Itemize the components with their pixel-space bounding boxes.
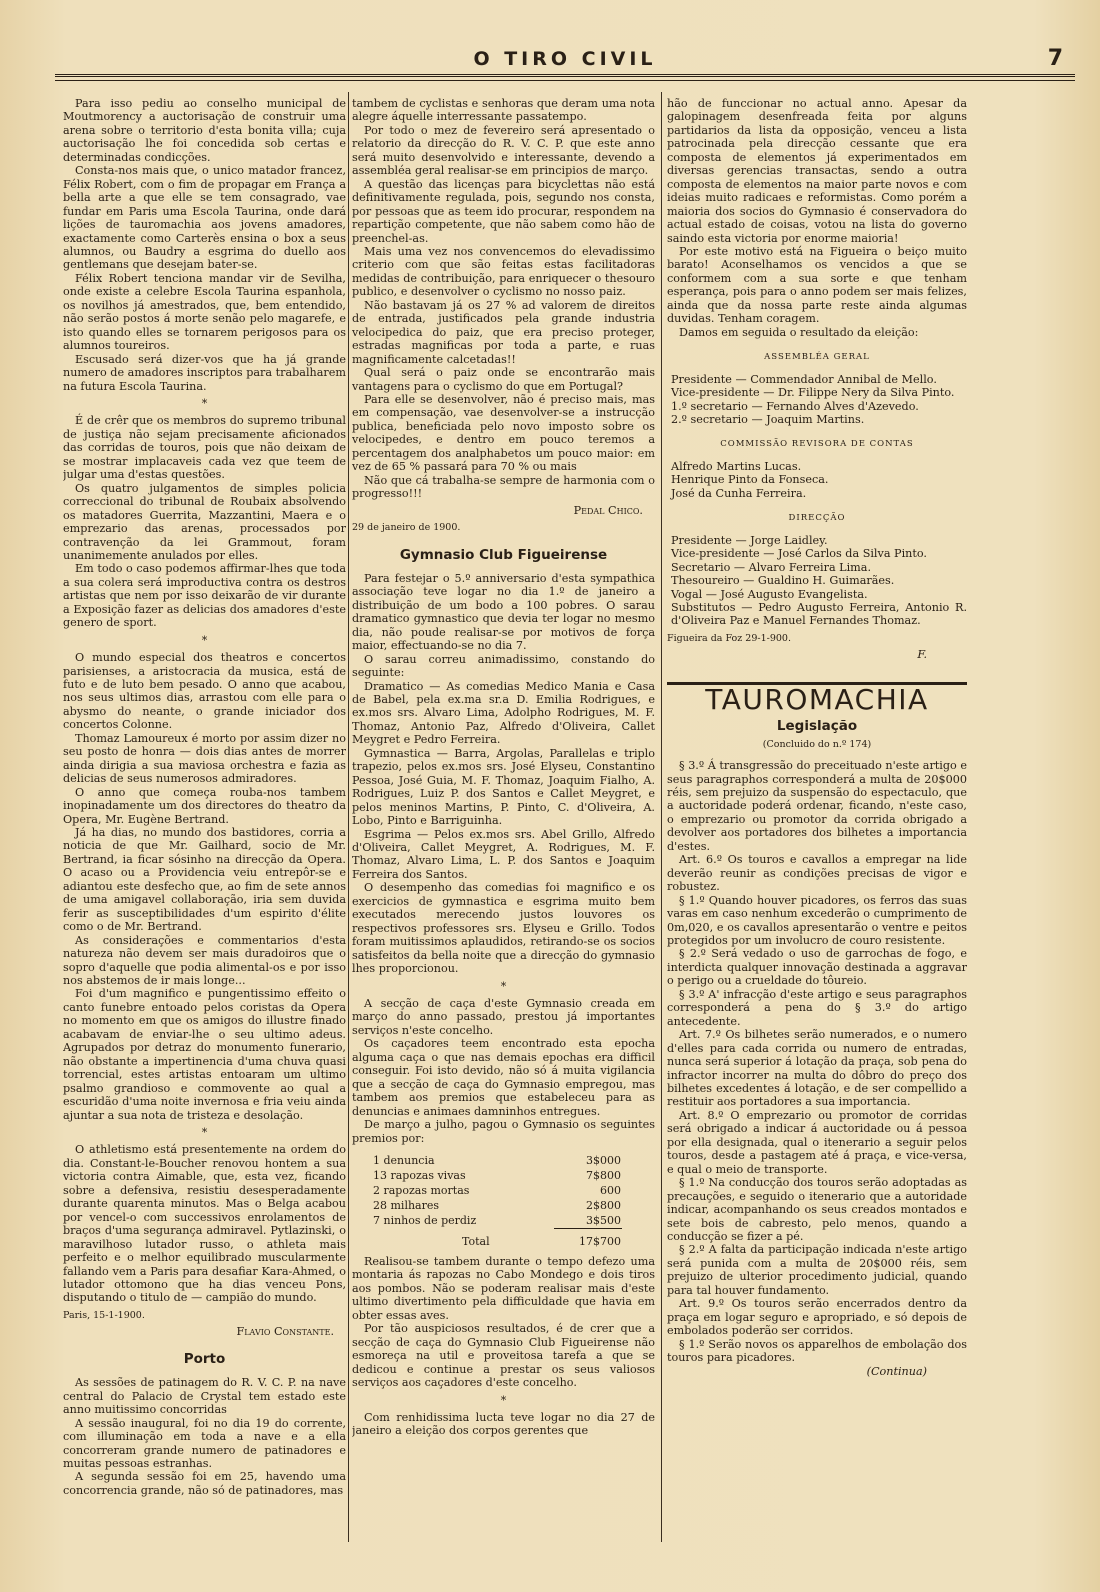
section-separator: * bbox=[201, 1125, 208, 1139]
column-1 bbox=[63, 97, 346, 1537]
paragraph: Já ha dias, no mundo dos bastidores, corria a noticia de que Mr. Gailhard, socio de Mr. Bertrand, ia ficar sósinho na direcção da Opera. O acaso ou a Providencia veiu entrepôr-se e adiantou este desfecho que, ao fim de sete annos de uma amigavel collaboração, iria sem duvida ferir as susceptibilidades d'um espirito d'élite como o de Mr. Bertrand. bbox=[63, 826, 346, 934]
list-item: Vice-presidente — José Carlos da Silva Pinto. bbox=[671, 547, 927, 561]
list-item: Presidente — Commendador Annibal de Mello. bbox=[671, 372, 937, 386]
paragraph: A questão das licenças para bicyclettas não está definitivamente regulada, pois, segundo nos consta, por pessoas que as teem ido procurar, respondem na repartição competente, que não sabem como hão de preenchel-as. bbox=[352, 177, 655, 245]
list-item: 2.º secretario — Joaquim Martins. bbox=[671, 412, 865, 426]
paragraph: Dramatico — As comedias Medico Mania e Casa de Babel, pela ex.ma sr.a D. Emilia Rodrigues, e ex.mos srs. Alvaro Lima, Adolpho Rodrigues, M. F. Thomaz, Antonio Paz, Alfredo d'Oliveira, Callet Meygret e Pedro Ferreira. bbox=[352, 679, 655, 747]
page-number: 7 bbox=[1047, 46, 1063, 71]
paragraph: Para festejar o 5.º anniversario d'esta sympathica associação teve logar no dia 1.º de janeiro a distribuição de um bodo a 100 pobres. O sarau dramatico gymnastico que devia ter logar no mesmo dia, não poude realisar-se por motivos de força maior, effectuando-se no dia 7. bbox=[352, 571, 655, 653]
paragraph: Art. 6.º Os touros e cavallos a empregar na lide deverão reunir as condições precisas de vigor e robustez. bbox=[667, 853, 967, 894]
prizes-table bbox=[372, 1153, 622, 1249]
legislation-heading: Legislação bbox=[776, 718, 858, 735]
paragraph: § 1.º Na conducção dos touros serão adoptadas as precauções, e seguido o itenerario que a autoridade indicar, acompanhando os seus creados montados e sete bois de cabresto, pelo menos, quando a conducção se fizer a pé. bbox=[667, 1176, 967, 1243]
paragraph: Félix Robert tenciona mandar vir de Sevilha, onde existe a celebre Escola Taurina espanhola, os novilhos já amestrados, que, bem entendido, não serão postos á morte senão pelo magarefe, e isto quando elles se tornarem perigosos para os alumnos toureiros. bbox=[63, 271, 346, 353]
list-item: 1.º secretario — Fernando Alves d'Azevedo. bbox=[671, 399, 919, 413]
paragraph: As considerações e commentarios d'esta natureza não devem ser mais duradoiros que o sopro d'aquelle que podia alimental-os e por isso nos abstemos de ir mais longe... bbox=[63, 933, 346, 987]
author-signature: Flavio Constante. bbox=[236, 1325, 334, 1339]
paragraph: Consta-nos mais que, o unico matador francez, Félix Robert, com o fim de propagar em França a bella arte a que elle se tem consagrado, vae fundar em Paris uma Escola Taurina, onde dará lições de tauromachia aos jovens amadores, exactamente como Carterès ensina o box a seus alumnos, ou Baudry a esgrima do duello aos gentlemans que desejam bater-se. bbox=[63, 164, 346, 272]
paragraph: Foi d'um magnifico e pungentissimo effeito o canto funebre entoado pelos coristas da Opera no momento em que os amigos do illustre finado acabavam de enviar-lhe o seu ultimo adeus. Agrupados por detraz do monumento funerario, não obstante a impertinencia d'uma chuva quasi torrencial, estes artistas entoaram um ultimo psalmo grandioso e commovente ao qual a escuridão d'uma noite invernosa e fria veiu ainda ajuntar a sua nota de tristeza e desolação. bbox=[63, 987, 346, 1122]
paragraph: De março a julho, pagou o Gymnasio os seguintes premios por: bbox=[352, 1118, 655, 1145]
list-item: Thesoureiro — Gualdino H. Guimarães. bbox=[671, 574, 895, 588]
total-amount: 17$700 bbox=[554, 1228, 622, 1249]
table-cell-amount: 2$800 bbox=[586, 1198, 621, 1212]
section-separator: * bbox=[201, 633, 208, 647]
paragraph: Os quatro julgamentos de simples policia correccional do tribunal de Roubaix absolvendo os matadores Guerrita, Mazzantini, Maera e o emprezario das arenas, processados por contravenção da lei Grammout, foram unanimemente anulados por elles. bbox=[63, 481, 346, 562]
paragraph: Para isso pediu ao conselho municipal de Moutmorency a auctorisação de construir uma arena sobre o territorio d'esta bonita villa; cuja auctorisação lhe foi concedida sob certas e determinadas condicções. bbox=[63, 97, 346, 164]
table-cell-label: 13 rapozas vivas bbox=[373, 1168, 466, 1182]
dateline: Figueira da Foz 29-1-900. bbox=[667, 632, 792, 644]
paragraph: Thomaz Lamoureux é morto por assim dizer no seu posto de honra — dois dias antes de morrer ainda dirigia a sua maviosa orchestra e fazia as delicias de seus numerosos admiradores. bbox=[63, 731, 346, 786]
paragraph: Art. 8.º O emprezario ou promotor de corridas será obrigado a indicar á auctoridade ou á pessoa por ella designada, qual o itenerario a seguir pelos touros, desde a pastagem até á praça, e vice-versa, e qual o meio de transporte. bbox=[667, 1108, 967, 1176]
paragraph: § 2.º Será vedado o uso de garrochas de fogo, e interdicta qualquer innovação destinada a aggravar o perigo ou a crueldade do tôureio. bbox=[667, 947, 967, 988]
list-item: Substitutos — Pedro Augusto Ferreira, Antonio R. d'Oliveira Paz e Manuel Fernandes Thomaz. bbox=[671, 600, 967, 628]
paragraph: Art. 9.º Os touros serão encerrados dentro da praça em logar seguro e apropriado, e só depois de embolados poderão ser corridos. bbox=[667, 1297, 967, 1338]
newspaper-title: O TIRO CIVIL bbox=[473, 48, 657, 70]
paragraph: Por este motivo está na Figueira o beiço muito barato! Aconselhamos os vencidos a que se conformem com a sua sorte e que tenham esperança, pois para o anno podem ser mais felizes, ainda que da nossa parte reste ainda algumas duvidas. Tenham coragem. bbox=[667, 244, 967, 326]
direction-heading: DIRECÇÃO bbox=[788, 513, 846, 524]
dateline: 29 de janeiro de 1900. bbox=[352, 522, 461, 534]
column-2 bbox=[352, 97, 655, 1537]
paragraph: Escusado será dizer-vos que ha já grande numero de amadores inscriptos para trabalharem na futura Escola Taurina. bbox=[63, 352, 346, 393]
table-cell-amount: 600 bbox=[600, 1183, 621, 1197]
section-separator: * bbox=[201, 396, 208, 410]
page-header bbox=[55, 40, 1075, 80]
paragraph: Art. 7.º Os bilhetes serão numerados, e o numero d'elles para cada corrida ou numero de entradas, nunca será superior á lotação da praça, sob pena do infractor incorrer na multa do dôbro do preço dos bilhetes excedentes á lotação, e de ser compellido a restituir aos portadores a sua importancia. bbox=[667, 1028, 967, 1109]
paragraph: É de crêr que os membros do supremo tribunal de justiça não sejam precisamente aficionados das corridas de touros, pois que não deixam de se mostrar implacaveis cada vez que teem de julgar uma d'estas questões. bbox=[63, 414, 346, 482]
table-cell-amount: 3$500 bbox=[586, 1213, 621, 1227]
column-3 bbox=[667, 97, 967, 1537]
paragraph: As sessões de patinagem do R. V. C. P. na nave central do Palacio de Crystal tem estado este anno muitissimo concorridas bbox=[63, 1376, 346, 1417]
paragraph: O athletismo está presentemente na ordem do dia. Constant-le-Boucher renovou hontem a sua victoria contra Aimable, que, esta vez, ficando sobre a defensiva, resistiu desesperadamente durante quarenta minutos. Mas o Belga acabou por vencel-o com successivos enrolamentos de braços d'uma segurança admiravel. Pytlazinski, o maravilhoso lutador russo, o athleta mais perfeito e o melhor equilibrado muscularmente fallando vem a Paris para desafiar Kara-Ahmed, o lutador ottomono que ha dias venceu Pons, disputando o titulo de — campião do mundo. bbox=[63, 1143, 346, 1305]
paragraph: Os caçadores teem encontrado esta epocha alguma caça o que nas demais epochas era difficil conseguir. Foi isto devido, não só á muita vigilancia que a secção de caça do Gymnasio empregou, mas tambem aos premios que estabeleceu para as denuncias e animaes damninhos entregues. bbox=[352, 1037, 655, 1118]
dateline: Paris, 15-1-1900. bbox=[63, 1309, 145, 1321]
paragraph: Damos em seguida o resultado da eleição: bbox=[679, 325, 919, 339]
table-cell-amount: 7$800 bbox=[586, 1168, 621, 1182]
paragraph: Por tão auspiciosos resultados, é de crer que a secção de caça do Gymnasio Club Figueirense não esmoreça na util e proveitosa tarefa a que se dedicou e continue a prestar os seus valiosos serviços aos caçadores d'este concelho. bbox=[352, 1322, 655, 1390]
column-divider-1 bbox=[348, 92, 349, 1542]
paragraph: Gymnastica — Barra, Argolas, Parallelas e triplo trapezio, pelos ex.mos srs. José Elyseu, Constantino Pessoa, José Guia, M. F. Thomaz, Joaquim Fialho, A. Rodrigues, Luiz P. dos Santos e Callet Meygret, e pelos meninos Martins, P. Pinto, C. d'Oliveira, A. Lobo, Pinto e Barriguinha. bbox=[352, 746, 655, 828]
table-cell-label: 1 denuncia bbox=[373, 1153, 435, 1167]
paragraph: Em todo o caso podemos affirmar-lhes que toda a sua colera será improductiva contra os destros artistas que nem por isso deixarão de vir durante a Exposição fazer as delicias dos amadores d'este genero de sport. bbox=[63, 562, 346, 630]
paragraph: tambem de cyclistas e senhoras que deram uma nota alegre áquelle interressante passatempo. bbox=[352, 97, 655, 124]
table-row bbox=[372, 1198, 622, 1213]
paragraph: Realisou-se tambem durante o tempo defezo uma montaria ás rapozas no Cabo Mondego e dois tiros aos pombos. Não se poderam realisar mais d'este ultimo divertimento pela difficuldade que havia em obter essas aves. bbox=[352, 1254, 655, 1322]
list-item: Henrique Pinto da Fonseca. bbox=[671, 473, 829, 487]
header-rule bbox=[55, 74, 1075, 81]
list-item: Secretario — Alvaro Ferreira Lima. bbox=[671, 560, 872, 574]
paragraph: Mais uma vez nos convencemos do elevadissimo criterio com que são feitas estas facilitadoras medidas de contribuição, para enriquecer o thesouro publico, e desenvolver o cyclismo no nosso paiz. bbox=[352, 244, 655, 299]
assembly-heading: ASSEMBLÉA GERAL bbox=[764, 352, 870, 363]
table-cell-amount: 3$000 bbox=[586, 1153, 621, 1167]
paragraph: O anno que começa rouba-nos tambem inopinadamente um dos directores do theatro da Opera, Mr. Eugène Bertrand. bbox=[63, 785, 346, 826]
paragraph: Não que cá trabalha-se sempre de harmonia com o progresso!!! bbox=[352, 473, 655, 501]
paragraph: hão de funccionar no actual anno. Apesar da galopinagem desenfreada feita por alguns partidarios da lista da opposição, venceu a lista patrocinada pela direcção cessante que era composta de elementos já experimentados em diversas gerencias transactas, sendo a outra composta de elementos na maior parte novos e com ideias muito radicaes e reformistas. Como porém a maioria dos socios do Gymnasio é conservadora do actual estado de coisas, votou na lista do governo saindo esta victoria por enorme maioria! bbox=[667, 97, 967, 245]
paragraph: O sarau correu animadissimo, constando do seguinte: bbox=[352, 652, 655, 680]
concluded-note: (Concluido do n.º 174) bbox=[762, 738, 872, 750]
paragraph: Não bastavam já os 27 % ad valorem de direitos de entrada, justificados pela grande industria velocipedica do paiz, que era preciso proteger, estradas magnificas por toda a parte, e ruas magnificamente calcetadas!! bbox=[352, 298, 655, 366]
section-separator: * bbox=[500, 979, 507, 993]
section-separator: * bbox=[500, 1393, 507, 1407]
list-item: Vice-presidente — Dr. Filippe Nery da Silva Pinto. bbox=[671, 386, 955, 400]
table-row bbox=[372, 1153, 622, 1168]
table-total-row bbox=[372, 1228, 622, 1249]
column-divider-2 bbox=[661, 92, 662, 1542]
table-row bbox=[372, 1213, 622, 1229]
paragraph: § 1.º Quando houver picadores, os ferros das suas varas em caso nenhum excederão o cumprimento de 0m,020, e os cavallos apresentarão o ventre e peitos protegidos por um involucro de couro resistente. bbox=[667, 893, 967, 948]
table-row bbox=[372, 1168, 622, 1183]
paragraph: § 1.º Serão novos os apparelhos de embolação dos touros para picadores. bbox=[667, 1337, 967, 1365]
paragraph: § 2.º A falta da participação indicada n'este artigo será punida com a multa de 20$000 réis, sem prejuizo de ulterior procedimento judicial, quando para tal houver fundamento. bbox=[667, 1243, 967, 1297]
paragraph: A segunda sessão foi em 25, havendo uma concorrencia grande, não só de patinadores, mas bbox=[63, 1470, 346, 1497]
list-item: Vogal — José Augusto Evangelista. bbox=[671, 587, 868, 601]
continues-note: (Continua) bbox=[866, 1364, 927, 1378]
author-signature: Pedal Chico. bbox=[573, 503, 643, 517]
author-signature: F. bbox=[917, 648, 927, 662]
total-label: Total bbox=[462, 1234, 490, 1248]
paragraph: O desempenho das comedias foi magnifico e os exercicios de gymnastica e esgrima muito bem executados merecendo justos louvores os respectivos professores srs. Elyseu e Grillo. Todos foram muitissimos aplaudidos, retirando-se os socios satisfeitos da bella noite que a direcção do gymnasio lhes proporcionou. bbox=[352, 881, 655, 976]
table-cell-label: 28 milhares bbox=[373, 1198, 440, 1212]
paragraph: Com renhidissima lucta teve logar no dia 27 de janeiro a eleição dos corpos gerentes que bbox=[352, 1410, 655, 1438]
commission-heading: COMMISSÃO REVISORA DE CONTAS bbox=[720, 439, 914, 450]
paragraph: Qual será o paiz onde se encontrarão mais vantagens para o cyclismo do que em Portugal? bbox=[352, 366, 655, 393]
list-item: Presidente — Jorge Laidley. bbox=[671, 533, 828, 547]
section-heading-gymnasio: Gymnasio Club Figueirense bbox=[399, 546, 608, 563]
paragraph: A secção de caça d'este Gymnasio creada em março do anno passado, prestou já importantes serviços n'este concelho. bbox=[352, 997, 655, 1037]
paragraph: § 3.º A' infracção d'este artigo e seus paragraphos corresponderá a pena do § 3.º do artigo antecedente. bbox=[667, 987, 967, 1028]
paragraph: O mundo especial dos theatros e concertos parisienses, a aristocracia da musica, está de futo e de luto bem pesado. O anno que acabou, nos seus ultimos dias, arrastou com elle para o abysmo do neante, o grande iniciador dos concertos Colonne. bbox=[63, 651, 346, 732]
paragraph: Por todo o mez de fevereiro será apresentado o relatorio da direcção do R. V. C. P. que este anno será muito desenvolvido e interessante, devendo a assembléa geral realisar-se em principios de março. bbox=[352, 123, 655, 178]
table-row bbox=[372, 1183, 622, 1198]
paragraph: Esgrima — Pelos ex.mos srs. Abel Grillo, Alfredo d'Oliveira, Callet Meygret, A. Rodrigues, M. F. Thomaz, Alvaro Lima, L. P. dos Santos e Joaquim Ferreira dos Santos. bbox=[352, 827, 655, 881]
paragraph: § 3.º Á transgressão do preceituado n'este artigo e seus paragraphos corresponderá a multa de 20$000 réis, sem prejuizo da suspensão do espectaculo, que a auctoridade poderá ordenar, ficando, n'este caso, o emprezario ou promotor da corrida obrigado a devolver aos portadores dos bilhetes a importancia d'estes. bbox=[667, 759, 967, 853]
table-cell-label: 2 rapozas mortas bbox=[373, 1183, 470, 1197]
tauromachia-title: TAUROMACHIA bbox=[705, 682, 929, 716]
paragraph: Para elle se desenvolver, não é preciso mais, mas em compensação, vae desenvolver-se a instrucção publica, beneficiada pelo novo imposto sobre os velocipedes, e dentro em pouco teremos a percentagem dos analphabetos um pouco maior: em vez de 65 % passará para 70 % ou mais bbox=[352, 392, 655, 474]
list-item: Alfredo Martins Lucas. bbox=[671, 459, 802, 473]
table-cell-label: 7 ninhos de perdiz bbox=[373, 1214, 477, 1228]
section-heading-porto: Porto bbox=[183, 1350, 226, 1367]
paragraph: A sessão inaugural, foi no dia 19 do corrente, com illuminação em toda a nave e a ella concorreram grande numero de patinadores e muitas pessoas estranhas. bbox=[63, 1416, 346, 1470]
list-item: José da Cunha Ferreira. bbox=[671, 486, 807, 500]
